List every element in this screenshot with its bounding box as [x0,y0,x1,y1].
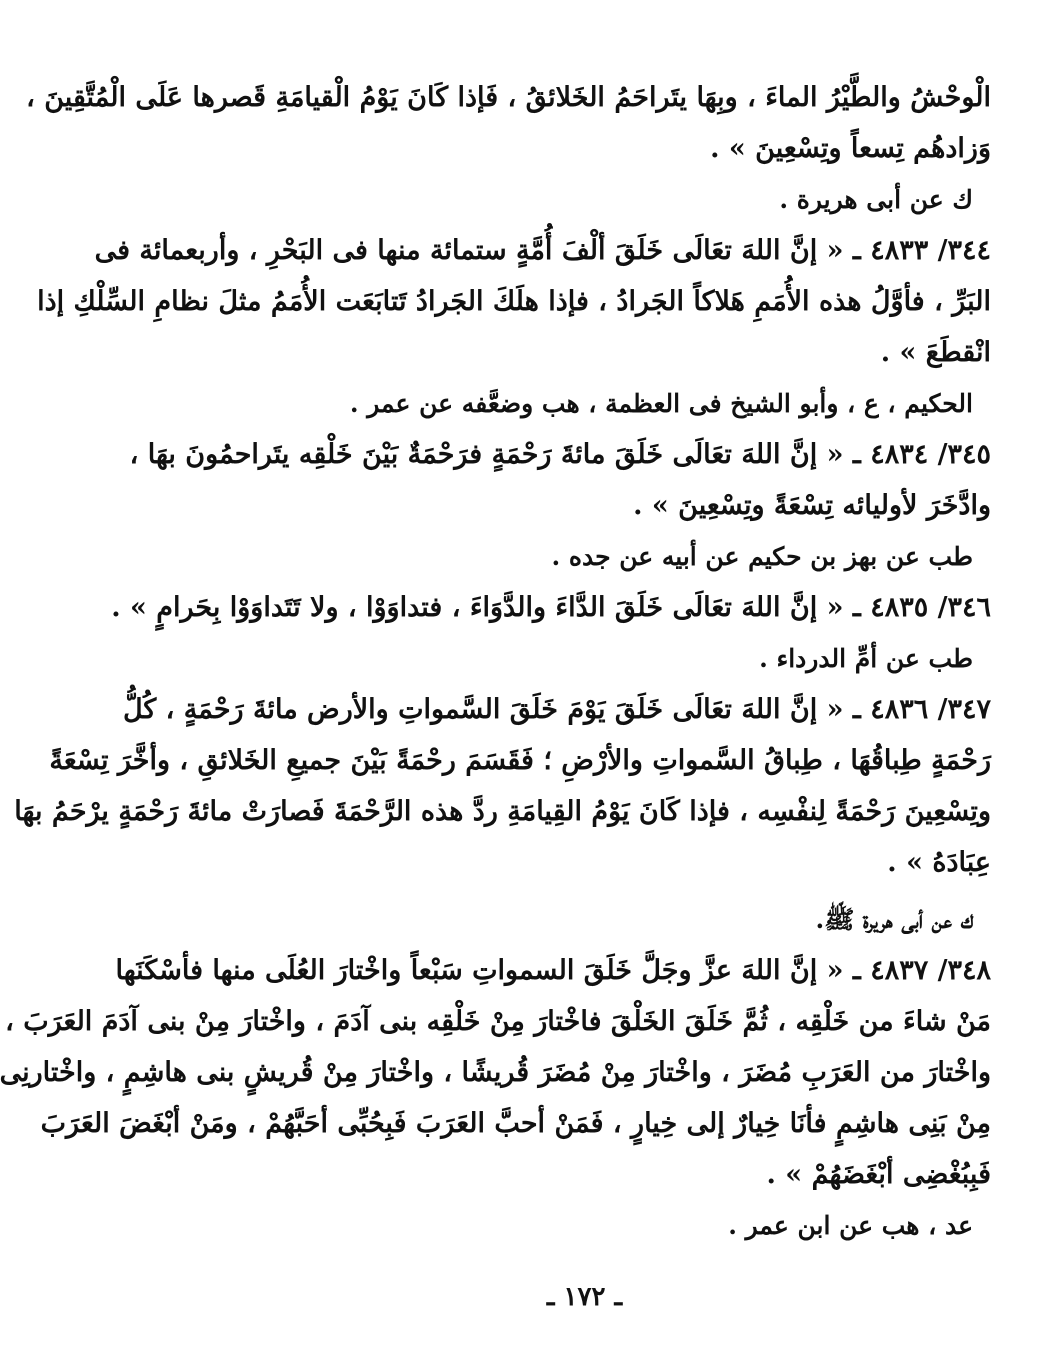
hadith-line: ٣٤٧/ ٤٨٣٦ ـ « إنَّ اللهَ تعَالَى خَلَقَ يَوْمَ خَلَقَ السَّمواتِ والأرض مائةَ رَحْمَةٍ ، كُلُّ [122,694,991,725]
hadith-source: ك عن أبى هريرة ﷺ. [815,905,973,934]
hadith-line: فَبِبُغْضِى أبْغَضَهُمْ » . [766,1159,991,1190]
hadith-line: ٣٤٥/ ٤٨٣٤ ـ « إنَّ اللهَ تعَالَى خَلَقَ مائةَ رَحْمَةٍ فرَحْمَةٌ بَيْنَ خَلْقِه يتَراحمُونَ بهَا ، [129,439,991,470]
hadith-source: ك عن أبى هريرة . [779,185,973,214]
hadith-line: عِبَادَهُ » . [887,847,991,878]
hadith-line: البَرِّ ، فأوَّلُ هذه الأُمَمِ هَلاكاً الجَرادُ ، فإذا هلَكَ الجَرادُ تَتابَعَت الأُمَمُ مثلَ نظامِ السِّلْكِ إذا [37,286,991,317]
hadith-line: ٣٤٨/ ٤٨٣٧ ـ « إنَّ اللهَ عزَّ وجَلَّ خَلَقَ السمواتِ سَبْعاً واخْتارَ العُلَى منها فأسْكَنَها [115,955,991,986]
hadith-line: رَحْمَةٍ طِباقُهَا ، طِباقُ السَّمواتِ والأرْضِ ؛ فَقَسَمَ رحْمَةً بَيْنَ جميعِ الخَلائقِ ، وأخَّرَ تِسْعَةً [49,745,991,776]
page-number: ـ ١٧٢ ـ [546,1282,623,1312]
hadith-source: عد ، هب عن ابن عمر . [728,1211,973,1240]
hadith-line: وتِسْعِينَ رَحْمَةً لِنفْسِه ، فإذا كَانَ يَوْمُ القِيامَةِ ردَّ هذه الرَّحْمَةَ فَصارَتْ مائةَ رَحْمَةٍ يرْحَمُ بهَا [14,796,991,827]
hadith-line: مِنْ بَنِى هاشِمٍ فأنَا خِيارٌ إلى خِيارٍ ، فَمَنْ أحبَّ العَرَبَ فَبِحُبِّى أحَبَّهُمْ ، ومَنْ أبْغَضَ العَرَبَ [40,1108,991,1139]
hadith-line: ٣٤٤/ ٤٨٣٣ ـ « إنَّ اللهَ تعَالَى خَلَقَ ألْفَ أُمَّةٍ ستمائة منها فى البَحْرِ ، وأربعمائة فى [94,235,991,266]
text-line: الْوحْشُ والطَّيْرُ الماءَ ، وبِهَا يتَراحَمُ الخَلائقُ ، فَإذا كَانَ يَوْمُ الْقيامَةِ قَصرها عَلَى الْمُتَّقِينَ ، [26,82,991,113]
hadith-source: الحكيم ، ع ، وأبو الشيخ فى العظمة ، هب وضعَّفه عن عمر . [349,389,973,418]
hadith-line: انْقطَعَ » . [880,337,991,368]
hadith-line: واخْتارَ من العَرَبِ مُضَرَ ، واخْتارَ مِنْ مُضَرَ قُريشًا ، واخْتارَ مِنْ قُريشٍ بنى هاشِمٍ ، واخْتارنِى [0,1057,991,1088]
page-body [0,72,991,1251]
hadith-line: ٣٤٦/ ٤٨٣٥ ـ « إنَّ اللهَ تعَالَى خَلَقَ الدَّاءَ والدَّوَاءَ ، فتداوَوْا ، ولا تَتَداوَوْا بِحَرامٍ » . [111,592,991,623]
hadith-line: وادَّخَرَ لأوليائه تِسْعَةً وتِسْعِينَ » . [633,490,991,521]
hadith-line: مَنْ شاءَ من خَلْقِه ، ثُمَّ خَلَقَ الخَلْقَ فاخْتارَ مِنْ خَلْقِه بنى آدَمَ ، واخْتارَ مِنْ بنى آدَمَ العَرَبَ ، [5,1006,991,1037]
hadith-source: طب عن بهز بن حكيم عن أبيه عن جده . [551,542,973,571]
hadith-source: طب عن أمِّ الدرداء . [759,644,973,673]
text-line: وَزادهُم تِسعاً وتِسْعِينَ » . [710,133,991,164]
